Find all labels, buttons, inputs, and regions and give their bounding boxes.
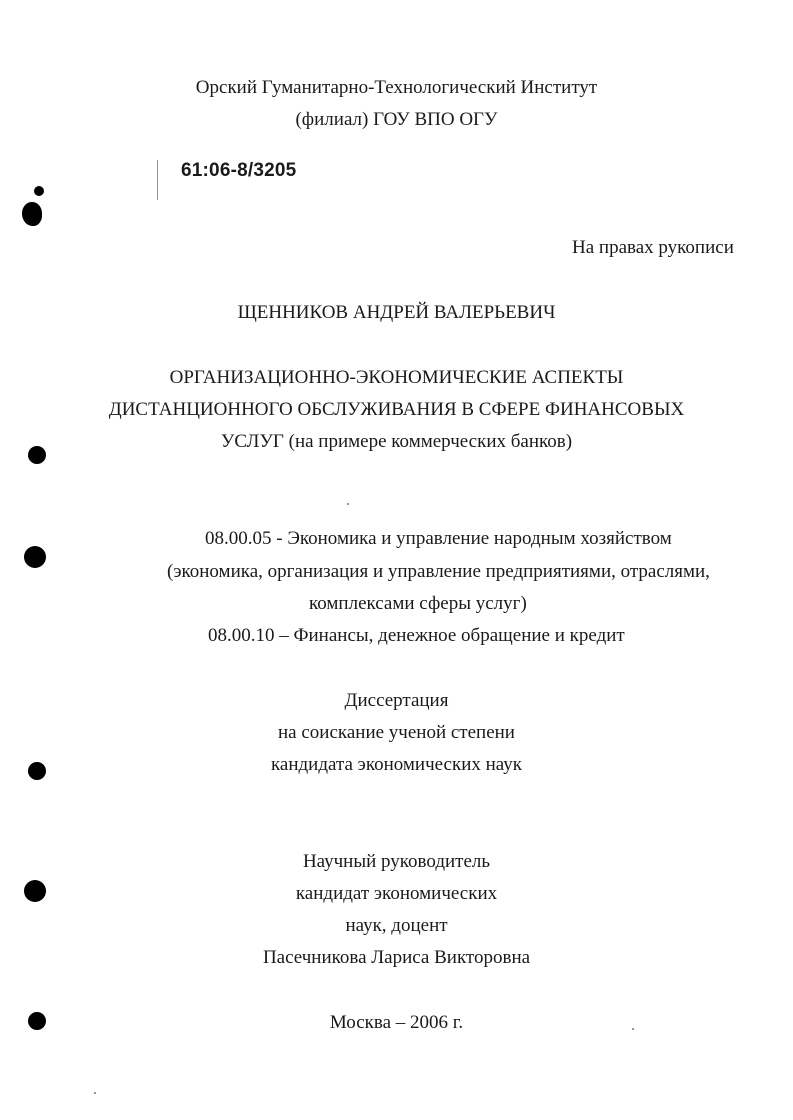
place-year: Москва – 2006 г. [329, 1012, 464, 1033]
supervisor-label: Научный руководитель [302, 851, 491, 872]
specialty-code-1: 08.00.05 - Экономика и управление народным хозяйством [205, 528, 672, 549]
manuscript-note: На правах рукописи [572, 237, 734, 258]
dissertation-title-line-3: УСЛУГ (на примере коммерческих банков) [220, 431, 573, 452]
specialty-code-2: 08.00.10 – Финансы, денежное обращение и кредит [208, 625, 625, 646]
scan-artifact [94, 1092, 96, 1094]
dissertation-title-line-2: ДИСТАНЦИОННОГО ОБСЛУЖИВАНИЯ В СФЕРЕ ФИНАНСОВЫХ [108, 399, 685, 420]
work-type: Диссертация [344, 690, 449, 711]
scan-artifact [157, 160, 158, 200]
scan-artifact [347, 503, 349, 505]
dissertation-title-line-1: ОРГАНИЗАЦИОННО-ЭКОНОМИЧЕСКИЕ АСПЕКТЫ [169, 367, 624, 388]
institution-name: Орский Гуманитарно-Технологический Институт [195, 77, 598, 98]
supervisor-name: Пасечникова Лариса Викторовна [262, 947, 531, 968]
specialty-detail-2: комплексами сферы услуг) [309, 593, 527, 614]
supervisor-title-2: наук, доцент [345, 915, 448, 936]
punch-hole-mark [22, 202, 42, 226]
institution-branch: (филиал) ГОУ ВПО ОГУ [295, 109, 498, 130]
author-name: ЩЕННИКОВ АНДРЕЙ ВАЛЕРЬЕВИЧ [237, 302, 556, 323]
punch-hole-mark [24, 546, 46, 568]
supervisor-title-1: кандидат экономических [295, 883, 498, 904]
degree-line-2: кандидата экономических наук [270, 754, 523, 775]
specialty-detail-1: (экономика, организация и управление предприятиями, отраслями, [167, 561, 710, 582]
punch-hole-mark [34, 186, 44, 196]
degree-line-1: на соискание ученой степени [278, 722, 515, 743]
catalog-number: 61:06-8/3205 [181, 160, 297, 181]
